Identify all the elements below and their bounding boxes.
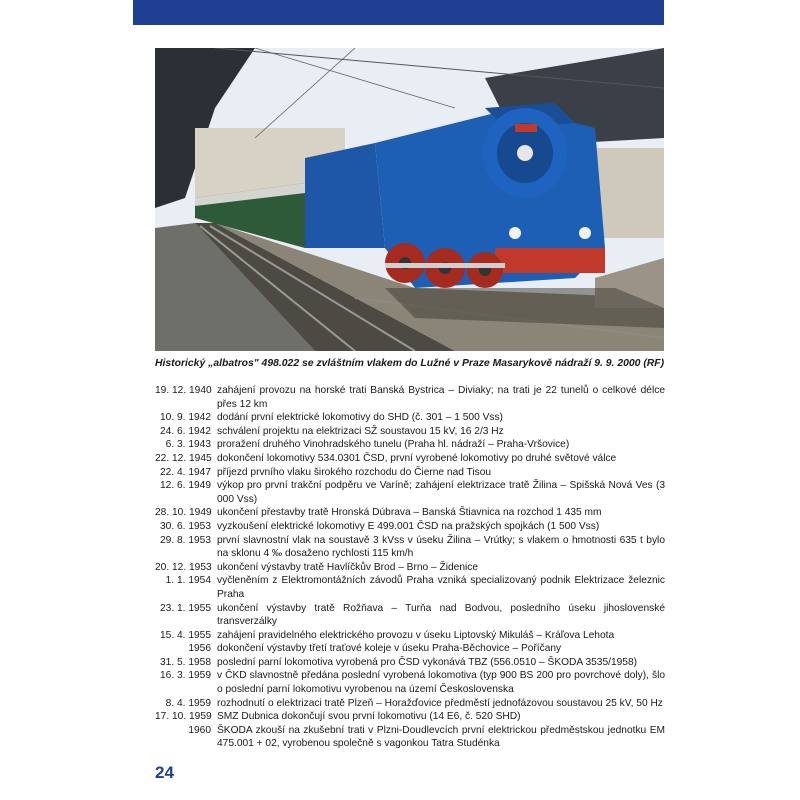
timeline-date: 15. 4. 1955 — [160, 629, 211, 641]
timeline-date: 22. 12. 1945 — [155, 452, 212, 464]
timeline-row — [155, 466, 665, 480]
timeline-row — [155, 425, 665, 439]
timeline-row — [155, 642, 665, 656]
timeline-row — [155, 561, 665, 575]
timeline-date: 6. 3. 1943 — [165, 439, 211, 451]
timeline-date: 20. 12. 1953 — [155, 561, 212, 573]
timeline-date: 23. 1. 1955 — [160, 602, 211, 614]
timeline-text: SMZ Dubnica dokončují svou první lokomotivu (14 E6, č. 520 SHD) — [217, 711, 521, 723]
timeline-text: poslední parní lokomotiva vyrobená pro ČSD vykonává TBZ (556.0510 – ŠKODA 3535/1958) — [217, 656, 638, 668]
header-bar — [133, 0, 664, 25]
timeline-list — [155, 384, 665, 751]
timeline-text: dodání první elektrické lokomotivy do SHD (č. 301 – 1 500 Vss) — [217, 412, 503, 424]
timeline-row — [155, 724, 665, 751]
timeline-text: v ČKD slavnostně předána poslední vyrobená lokomotiva (typ 900 BS 200 pro povrchové doly), šlo o poslední parní lokomotivu vyrobenou na území Československa — [217, 670, 665, 696]
timeline-text: výkop pro první trakční podpěru ve Varíně; zahájení elektrizace tratě Žilina – Spišská Nová Ves (3 000 Vss) — [217, 480, 665, 505]
timeline-row — [155, 520, 665, 534]
timeline-text: příjezd prvního vlaku širokého rozchodu do Čierne nad Tisou — [217, 466, 492, 478]
timeline-row — [155, 438, 665, 452]
page-number: 24 — [155, 763, 174, 782]
timeline-date: 24. 6. 1942 — [160, 425, 211, 437]
timeline-row — [155, 629, 665, 643]
timeline-row — [155, 534, 665, 561]
timeline-date: 28. 10. 1949 — [155, 507, 212, 519]
timeline-date: 12. 6. 1949 — [160, 480, 211, 492]
timeline-row — [155, 574, 665, 601]
timeline-text: dokončení výstavby třetí traťové koleje v úseku Praha-Běchovice – Poříčany — [217, 643, 562, 655]
timeline-date: 1960 — [188, 724, 211, 736]
timeline-date: 1956 — [188, 643, 211, 655]
timeline-date: 10. 9. 1942 — [160, 412, 211, 424]
timeline-date: 22. 4. 1947 — [160, 466, 211, 478]
timeline-date: 29. 8. 1953 — [160, 534, 211, 546]
locomotive-photo — [155, 48, 664, 351]
timeline-text: schválení projektu na elektrizaci SŽ soustavou 15 kV, 16 2/3 Hz — [217, 425, 504, 437]
timeline-text: ukončení výstavby tratě Rožňava – Turňa nad Bodvou, posledního úseku jihoslovenské transverzálky — [217, 602, 665, 628]
timeline-row — [155, 669, 665, 696]
timeline-text: první slavnostní vlak na soustavě 3 kVss v úseku Žilina – Vrútky; s vlakem o hmotnosti 635 t bylo na sklonu 4 ‰ dosaženo rychlosti 115 km/h — [217, 534, 665, 560]
timeline-text: rozhodnutí o elektrizaci tratě Plzeň – Horažďovice předměstí jednofázovou soustavou 25 kV, 50 Hz — [217, 697, 663, 709]
photo-caption: Historický „albatros" 498.022 se zvláštním vlakem do Lužné v Praze Masarykově nádraží 9. 9. 2000 (RF) — [155, 358, 665, 369]
timeline-text: ukončení výstavby tratě Havlíčkův Brod – Brno – Židenice — [217, 561, 479, 573]
timeline-row — [155, 602, 665, 629]
timeline-date: 31. 5. 1958 — [160, 656, 211, 668]
timeline-row — [155, 656, 665, 670]
timeline-row — [155, 479, 665, 506]
timeline-text: ŠKODA zkouší na zkušební trati v Plzni-Doudlevcích první elektrickou předměstskou jednotku EM 475.001 + 02, vyrobenou společně s vagonkou Tatra Studénka — [217, 724, 665, 750]
timeline-text: zahájení provozu na horské trati Banská Bystrica – Diviaky; na trati je 22 tunelů o celkové délce přes 12 km — [217, 385, 665, 410]
timeline-row — [155, 411, 665, 425]
timeline-date: 17. 10. 1959 — [155, 711, 212, 723]
timeline-date: 19. 12. 1940 — [155, 385, 212, 396]
timeline-row — [155, 384, 665, 411]
timeline-text: ukončení přestavby tratě Hronská Dúbrava – Banská Štiavnica na rozchod 1 435 mm — [217, 507, 602, 519]
timeline-text: vyzkoušení elektrické lokomotivy E 499.001 ČSD na pražských spojkách (1 500 Vss) — [217, 520, 600, 532]
timeline-date: 16. 3. 1959 — [160, 670, 211, 682]
timeline-text: vyčleněním z Elektromontážních závodů Praha vzniká specializovaný podnik Elektrizace železnic Praha — [217, 575, 665, 600]
timeline-row — [155, 697, 665, 711]
timeline-row — [155, 506, 665, 520]
timeline-text: zahájení pravidelného elektrického provozu v úseku Liptovský Mikuláš – Kráľova Lehota — [217, 629, 615, 641]
timeline-date: 8. 4. 1959 — [165, 697, 211, 709]
timeline-row — [155, 710, 665, 724]
timeline-date: 30. 6. 1953 — [160, 520, 211, 532]
timeline-date: 1. 1. 1954 — [165, 575, 211, 587]
timeline-text: proražení druhého Vinohradského tunelu (Praha hl. nádraží – Praha-Vršovice) — [217, 439, 570, 451]
timeline-text: dokončení lokomotivy 534.0301 ČSD, první vyrobené lokomotivy po druhé světové válce — [217, 452, 617, 464]
timeline-row — [155, 452, 665, 466]
